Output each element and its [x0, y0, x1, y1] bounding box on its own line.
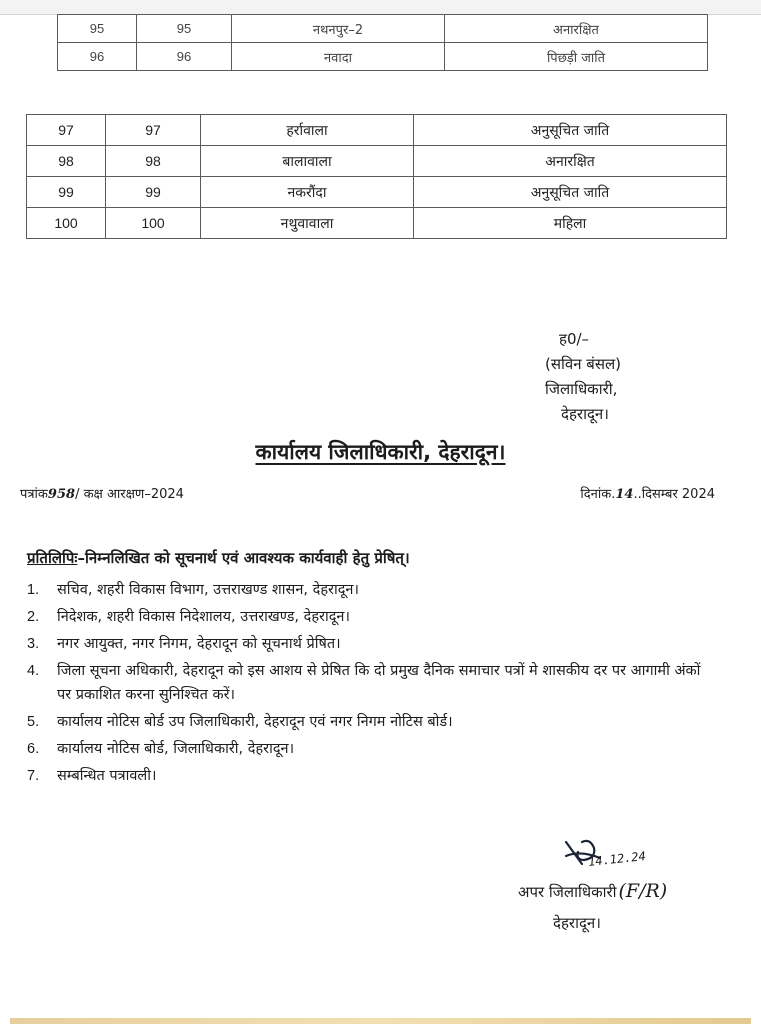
handwritten-signature	[560, 838, 680, 878]
ward-name-cell: बालावाला	[201, 146, 414, 177]
top-page-edge	[0, 0, 761, 15]
list-item-text: सम्बन्धित पत्रावली।	[57, 768, 157, 784]
reference-number	[20, 484, 184, 502]
list-index: 1.	[27, 582, 40, 598]
ward-name-cell: नथनपुर–2	[232, 15, 445, 43]
signatory-place: देहरादून।	[561, 405, 609, 423]
category-cell: अनारक्षित	[414, 146, 727, 177]
list-index: 2.	[27, 609, 40, 625]
list-index: 5.	[27, 714, 40, 730]
additional-signatory	[518, 880, 667, 902]
copy-to-heading	[27, 548, 410, 568]
list-item	[27, 578, 717, 602]
ward-table-top	[57, 14, 708, 71]
serial-cell: 97	[27, 115, 106, 146]
ward-name-cell: नवादा	[232, 43, 445, 71]
list-item	[27, 764, 717, 788]
list-item	[27, 659, 717, 707]
list-item	[27, 710, 717, 734]
serial-cell: 98	[27, 146, 106, 177]
table-row	[27, 177, 727, 208]
list-index: 7.	[27, 768, 40, 784]
date-suffix: दिसम्बर 2024	[641, 487, 715, 502]
list-item	[27, 605, 717, 629]
list-item-text: निदेशक, शहरी विकास निदेशालय, उत्तराखण्ड, देहरादून।	[57, 609, 350, 625]
ward-table-main	[26, 114, 727, 239]
copy-to-label: प्रतिलिपिः	[27, 549, 78, 567]
table-row	[27, 146, 727, 177]
category-cell: महिला	[414, 208, 727, 239]
category-cell: पिछड़ी जाति	[445, 43, 708, 71]
category-cell: अनुसूचित जाति	[414, 115, 727, 146]
reference-prefix: पत्रांक	[20, 487, 48, 502]
additional-designation: अपर जिलाधिकारी	[518, 883, 617, 901]
date-handwritten-day: 14	[615, 487, 634, 502]
serial-cell: 96	[58, 43, 137, 71]
list-item-text: जिला सूचना अधिकारी, देहरादून को इस आशय से प्रेषित कि दो प्रमुख दैनिक समाचार पत्रों मे शासकीय दर पर आगामी अंकों पर प्रकाशित करना सुनिश्चित करें।	[57, 663, 701, 703]
ward-number-cell: 96	[137, 43, 232, 71]
signatory-name: (सविन बंसल)	[545, 355, 622, 373]
category-cell: अनुसूचित जाति	[414, 177, 727, 208]
reference-handwritten-number: 958	[47, 487, 76, 502]
ward-number-cell: 95	[137, 15, 232, 43]
list-item-text: नगर आयुक्त, नगर निगम, देहरादून को सूचनार्थ प्रेषित।	[57, 636, 341, 652]
list-item-text: कार्यालय नोटिस बोर्ड उप जिलाधिकारी, देहरादून एवं नगर निगम नोटिस बोर्ड।	[57, 714, 453, 730]
serial-cell: 95	[58, 15, 137, 43]
category-cell: अनारक्षित	[445, 15, 708, 43]
copy-to-heading-text: –निम्नलिखित को सूचनार्थ एवं आवश्यक कार्यवाही हेतु प्रेषित्।	[77, 549, 410, 567]
list-item	[27, 632, 717, 656]
table-row	[27, 115, 727, 146]
serial-cell: 99	[27, 177, 106, 208]
ward-number-cell: 99	[106, 177, 201, 208]
reference-suffix: / कक्ष आरक्षण–2024	[75, 487, 184, 502]
ward-name-cell: हर्रावाला	[201, 115, 414, 146]
list-index: 6.	[27, 741, 40, 757]
list-item	[27, 737, 717, 761]
handwritten-date: 14.12.24	[587, 849, 647, 869]
reference-date: दिनांक.14..दिसम्बर 2024	[580, 487, 715, 502]
signature-block	[545, 327, 621, 427]
ward-name-cell: नकरौंदा	[201, 177, 414, 208]
additional-place: देहरादून।	[553, 914, 601, 932]
list-item-text: कार्यालय नोटिस बोर्ड, जिलाधिकारी, देहरादून।	[57, 741, 295, 757]
list-index: 4.	[27, 663, 40, 679]
bottom-page-edge	[10, 1018, 751, 1024]
ward-number-cell: 97	[106, 115, 201, 146]
table-row	[58, 43, 708, 71]
office-title-text: कार्यालय जिलाधिकारी, देहरादून।	[255, 440, 506, 464]
ward-number-cell: 98	[106, 146, 201, 177]
list-item-text: सचिव, शहरी विकास विभाग, उत्तराखण्ड शासन, देहरादून।	[57, 582, 359, 598]
serial-cell: 100	[27, 208, 106, 239]
list-index: 3.	[27, 636, 40, 652]
table-row	[58, 15, 708, 43]
office-title	[0, 438, 761, 466]
table-row	[27, 208, 727, 239]
additional-mark: (F/R)	[618, 880, 668, 902]
signatory-designation: जिलाधिकारी,	[545, 380, 618, 398]
date-prefix: दिनांक	[580, 487, 612, 502]
ward-name-cell: नथुवावाला	[201, 208, 414, 239]
copy-to-list	[27, 578, 717, 791]
sign-mark: ह0/–	[559, 330, 590, 348]
ward-number-cell: 100	[106, 208, 201, 239]
